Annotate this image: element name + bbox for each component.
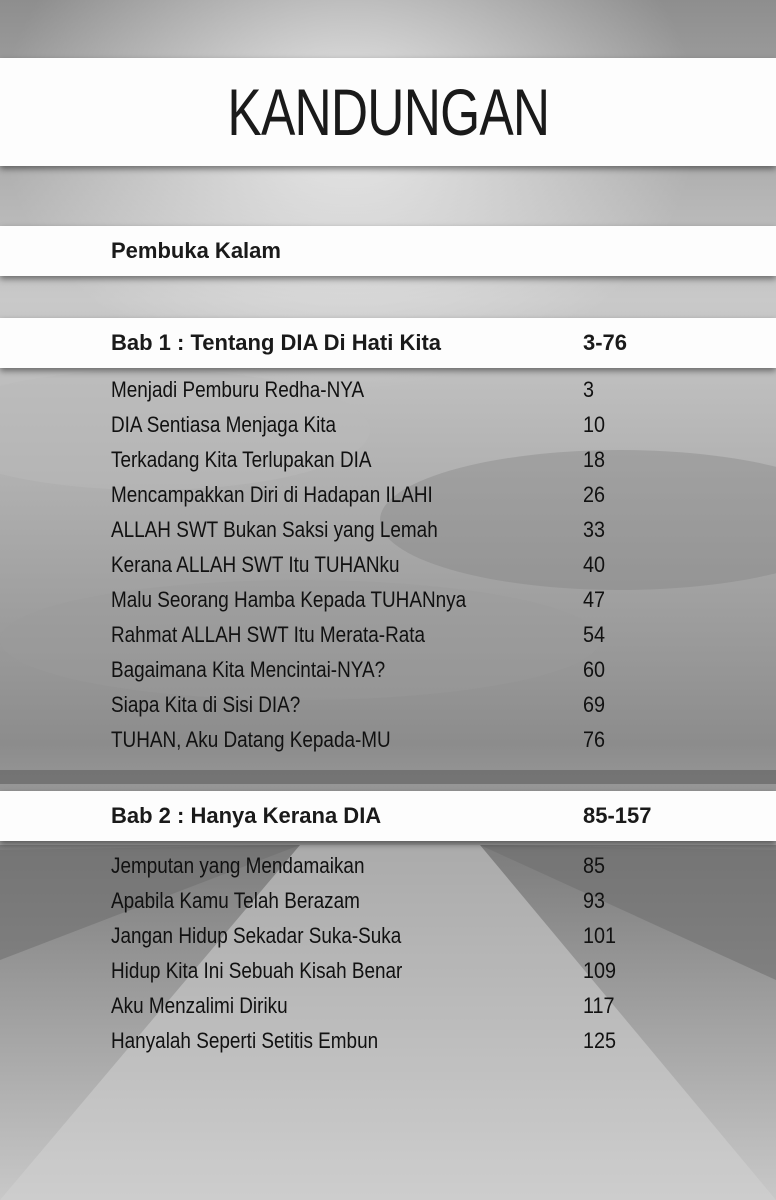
toc-entry (0, 921, 776, 956)
toc-entry-page: 47 (583, 587, 606, 612)
toc-entry-page: 125 (583, 1028, 617, 1053)
toc-entry (0, 690, 776, 725)
toc-entry-page: 3 (583, 377, 595, 402)
toc-entry (0, 515, 776, 550)
toc-entry (0, 1026, 776, 1061)
toc-entry-title: ALLAH SWT Bukan Saksi yang Lemah (111, 517, 438, 542)
toc-entry (0, 445, 776, 480)
toc-entry-title: DIA Sentiasa Menjaga Kita (111, 412, 337, 437)
toc-entry (0, 991, 776, 1026)
intro-label: Pembuka Kalam (111, 238, 281, 263)
toc-entry (0, 480, 776, 515)
toc-entry (0, 956, 776, 991)
chapter-2-entries (0, 851, 776, 1061)
toc-entry-title: Terkadang Kita Terlupakan DIA (111, 447, 372, 472)
toc-entry-title: Rahmat ALLAH SWT Itu Merata-Rata (111, 622, 426, 647)
toc-entry-page: 117 (583, 993, 615, 1018)
toc-entry-page: 10 (583, 412, 606, 437)
toc-entry-page: 93 (583, 888, 606, 913)
toc-entry-title: Kerana ALLAH SWT Itu TUHANku (111, 552, 400, 577)
chapter-1-header (0, 318, 776, 368)
toc-entry (0, 655, 776, 690)
toc-entry-page: 69 (583, 692, 606, 717)
toc-entry-title: Hanyalah Seperti Setitis Embun (111, 1028, 379, 1053)
toc-entry (0, 375, 776, 410)
chapter-2-header (0, 791, 776, 841)
toc-entry-title: Mencampakkan Diri di Hadapan ILAHI (111, 482, 433, 507)
toc-entry-title: Jangan Hidup Sekadar Suka-Suka (111, 923, 402, 948)
toc-entry-title: TUHAN, Aku Datang Kepada-MU (111, 727, 391, 752)
toc-entry-page: 85 (583, 853, 606, 878)
toc-entry-title: Bagaimana Kita Mencintai-NYA? (111, 657, 386, 682)
toc-entry-page: 26 (583, 482, 606, 507)
toc-entry (0, 410, 776, 445)
toc-entry (0, 725, 776, 760)
chapter-1-entries (0, 375, 776, 760)
toc-entry (0, 886, 776, 921)
toc-entry-title: Aku Menzalimi Diriku (111, 993, 288, 1018)
chapter-1-page-range: 3-76 (583, 330, 628, 355)
toc-entry-page: 101 (583, 923, 617, 948)
title-band (0, 58, 776, 166)
chapter-1-title: Bab 1 : Tentang DIA Di Hati Kita (111, 330, 442, 355)
toc-entry-page: 76 (583, 727, 606, 752)
toc-entry-title: Jemputan yang Mendamaikan (111, 853, 365, 878)
toc-entry-title: Menjadi Pemburu Redha-NYA (111, 377, 365, 402)
toc-entry-page: 18 (583, 447, 606, 472)
toc-entry-title: Hidup Kita Ini Sebuah Kisah Benar (111, 958, 403, 983)
toc-entry-title: Siapa Kita di Sisi DIA? (111, 692, 301, 717)
page-title: KANDUNGAN (227, 75, 549, 149)
toc-entry (0, 851, 776, 886)
chapter-2-title: Bab 2 : Hanya Kerana DIA (111, 803, 382, 828)
toc-entry-page: 60 (583, 657, 606, 682)
toc-entry (0, 585, 776, 620)
intro-band (0, 226, 776, 276)
toc-entry (0, 550, 776, 585)
toc-entry-page: 109 (583, 958, 617, 983)
toc-entry-page: 54 (583, 622, 606, 647)
toc-entry-title: Malu Seorang Hamba Kepada TUHANnya (111, 587, 467, 612)
toc-entry (0, 620, 776, 655)
chapter-2-page-range: 85-157 (583, 803, 652, 828)
toc-entry-page: 40 (583, 552, 606, 577)
toc-entry-page: 33 (583, 517, 606, 542)
toc-entry-title: Apabila Kamu Telah Berazam (111, 888, 360, 913)
